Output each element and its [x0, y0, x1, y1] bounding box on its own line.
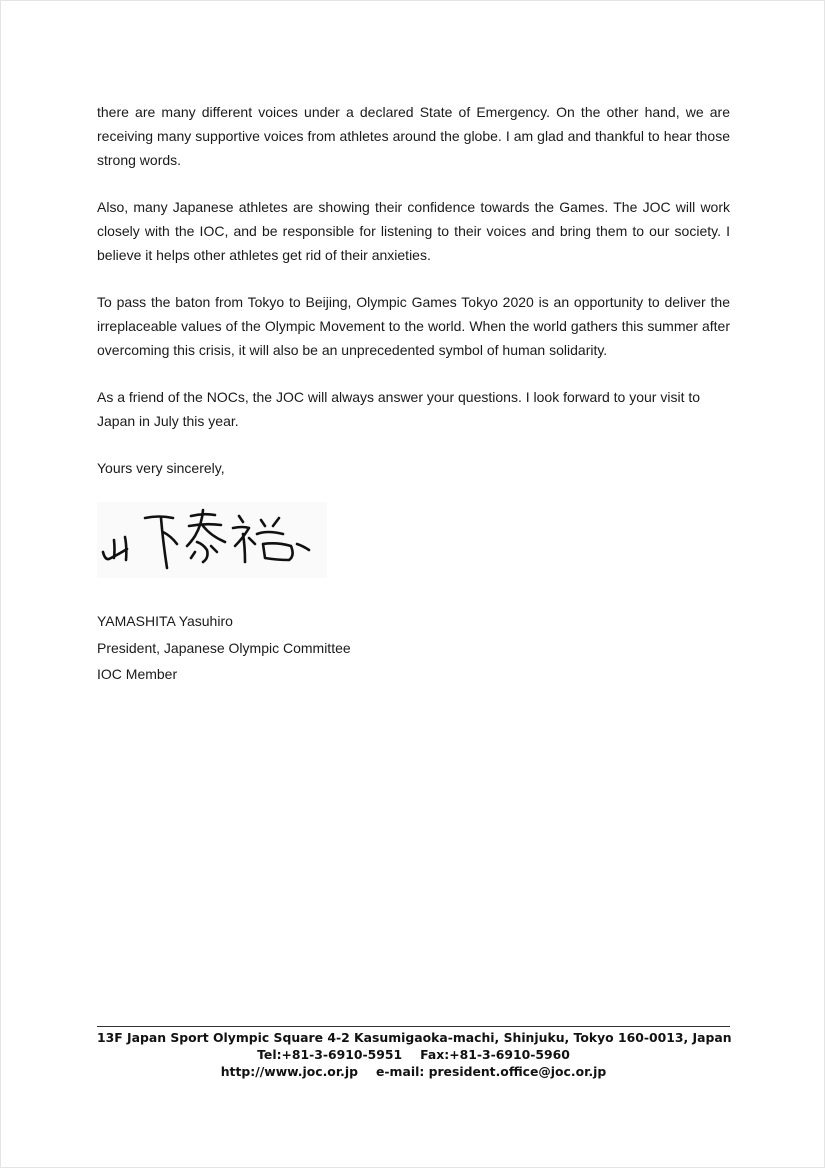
footer-email-link[interactable]: e-mail: president.office@joc.or.jp: [376, 1064, 607, 1079]
letterhead-footer: [97, 1026, 730, 1080]
footer-website-link[interactable]: http://www.joc.or.jp: [220, 1064, 358, 1079]
handwritten-signature: [97, 502, 327, 578]
footer-web-line: [97, 1063, 730, 1080]
footer-address: 13F Japan Sport Olympic Square 4-2 Kasumigaoka-machi, Shinjuku, Tokyo 160-0013, Japan: [97, 1030, 732, 1045]
signer-block: [97, 608, 351, 688]
footer-tel: Tel:+81-3-6910-5951: [257, 1047, 403, 1062]
footer-fax: Fax:+81-3-6910-5960: [420, 1047, 570, 1062]
paragraph-state-of-emergency: there are many different voices under a declared State of Emergency. On the other hand, we are receiving many supportive voices from athletes around the globe. I am glad and thankful to hear those strong words.: [97, 104, 730, 168]
closing-line: Yours very sincerely,: [97, 460, 225, 476]
paragraph-japanese-athletes: Also, many Japanese athletes are showing their confidence towards the Games. The JOC will work closely with the IOC, and be responsible for listening to their voices and bring them to our society. I believe it helps other athletes get rid of their anxieties.: [97, 199, 730, 263]
signature-drawing: [97, 502, 327, 578]
paragraph-baton-tokyo-beijing: To pass the baton from Tokyo to Beijing, Olympic Games Tokyo 2020 is an opportunity to deliver the irreplaceable values of the Olympic Movement to the world. When the world gathers this summer after overcoming this crisis, it will also be an unprecedented symbol of human solidarity.: [97, 294, 730, 358]
paragraph-friend-of-nocs: As a friend of the NOCs, the JOC will always answer your questions. I look forward to your visit to Japan in July this year.: [97, 389, 701, 429]
letter-body: [97, 100, 730, 456]
footer-phone-line: [97, 1046, 730, 1063]
signer-role: IOC Member: [97, 666, 178, 682]
signer-name: YAMASHITA Yasuhiro: [97, 613, 233, 629]
signer-title: President, Japanese Olympic Committee: [97, 639, 351, 656]
